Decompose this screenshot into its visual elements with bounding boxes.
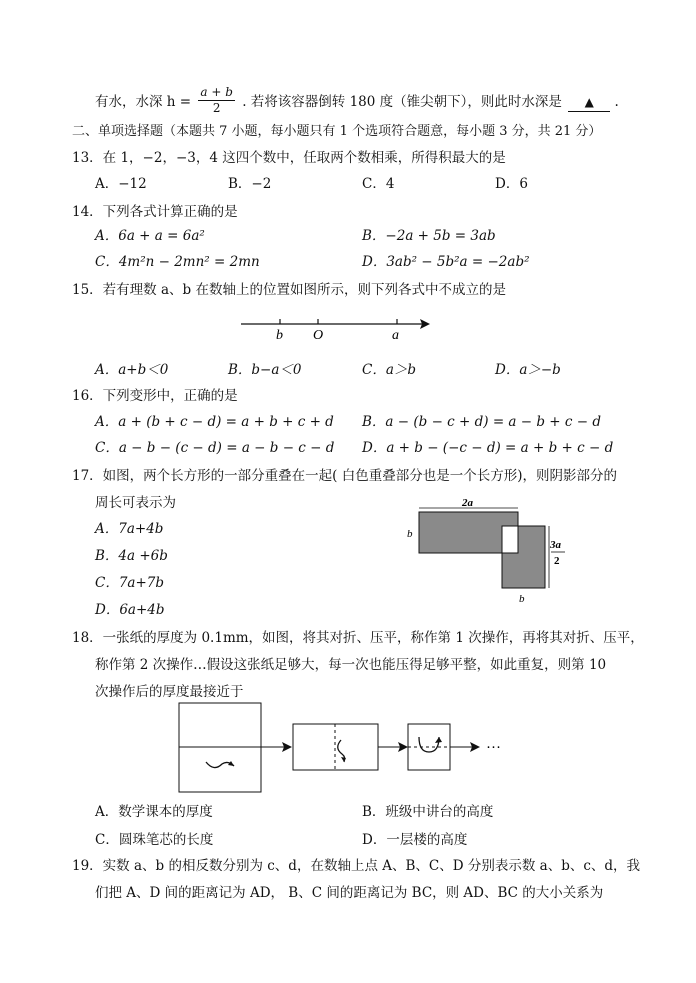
- fold-curve-icon-3: [419, 737, 439, 752]
- q18-option-c: C．圆珠笔芯的长度: [95, 832, 214, 848]
- q19-stem-line1: 19．实数 a、b 的相反数分别为 c、d，在数轴上点 A、B、C、D 分别表示数 a、b、c、d，我: [72, 858, 641, 874]
- label-b-bottom: b: [519, 593, 525, 605]
- q13-option-c: C．4: [362, 176, 395, 192]
- q14-option-d: D．3ab² − 5b²a = −2ab²: [362, 254, 530, 270]
- q18-stem-line3: 次操作后的厚度最接近于: [95, 684, 244, 700]
- q15-option-c: C．a＞b: [362, 362, 417, 378]
- label-b-left: b: [407, 528, 413, 540]
- q14-option-b: B．−2a + 5b = 3ab: [362, 228, 496, 244]
- fraction-denominator: 2: [212, 101, 221, 115]
- q15-option-d: D．a＞−b: [495, 362, 561, 378]
- q15-option-a: A．a+b＜0: [95, 362, 169, 378]
- label-2: 2: [554, 555, 560, 567]
- axis-label-b: b: [276, 328, 283, 343]
- q17-stem-line1: 17．如图，两个长方形的一部分重叠在一起( 白色重叠部分也是一个长方形)，则阴影部分的: [72, 468, 618, 484]
- q14-option-c: C．4m²n − 2mn² = 2mn: [95, 254, 260, 270]
- q13-option-d: D．6: [495, 176, 528, 192]
- q16-stem: 16．下列变形中，正确的是: [72, 388, 238, 404]
- q13-stem: 13．在 1，−2，−3，4 这四个数中，任取两个数相乘，所得积最大的是: [72, 150, 506, 166]
- answer-blank: [568, 93, 610, 112]
- overlapping-rectangles-figure: [404, 496, 574, 608]
- q14-option-a: A．6a + a = 6a²: [95, 228, 205, 244]
- q16-option-d: D．a + b − (−c − d) = a + b + c − d: [362, 440, 614, 456]
- triangle-mark: ▲: [584, 95, 594, 109]
- q16-option-b: B．a − (b − c + d) = a − b + c − d: [362, 414, 601, 430]
- label-3a: 3a: [550, 539, 561, 551]
- q12-prefix: 有水，水深 h =: [95, 94, 192, 110]
- q13-option-b: B．−2: [228, 176, 272, 192]
- section-heading: 二、单项选择题（本题共 7 小题，每小题只有 1 个选项符合题意，每小题 3 分，共 21 分）: [72, 124, 602, 139]
- q13-option-a: A．−12: [95, 176, 147, 192]
- q16-option-c: C．a − b − (c − d) = a − b − c − d: [95, 440, 335, 456]
- q17-option-c: C．7a+7b: [95, 575, 165, 591]
- q18-option-a: A．数学课本的厚度: [95, 804, 213, 820]
- fraction-numerator: a + b: [200, 85, 233, 99]
- q18-option-d: D．一层楼的高度: [362, 832, 468, 848]
- paper-folding-figure: [176, 702, 536, 798]
- q18-option-b: B．班级中讲台的高度: [362, 804, 494, 820]
- q17-option-d: D．6a+4b: [95, 602, 165, 618]
- q12-suffix: . 若将该容器倒转 180 度（锥尖朝下），则此时水深是: [242, 94, 562, 110]
- number-line-figure: [238, 313, 438, 343]
- q12-end: .: [614, 94, 619, 110]
- label-2a: 2a: [462, 497, 473, 509]
- q12-fraction: [198, 85, 235, 116]
- q18-stem-line1: 18．一张纸的厚度为 0.1mm，如图，将其对折、压平，称作第 1 次操作，再将其对折、压平，: [72, 630, 644, 646]
- q15-stem: 15．若有理数 a、b 在数轴上的位置如图所示，则下列各式中不成立的是: [72, 282, 506, 298]
- q14-stem: 14．下列各式计算正确的是: [72, 204, 238, 220]
- q19-stem-line2: 们把 A、D 间的距离记为 AD， B、C 间的距离记为 BC，则 AD、BC 的大小关系为: [95, 885, 604, 901]
- q12-continuation: [95, 87, 619, 118]
- overlap-white-rect: [502, 526, 518, 553]
- q18-stem-line2: 称作第 2 次操作…假设这张纸足够大，每一次也能压得足够平整，如此重复，则第 10: [95, 657, 607, 673]
- q16-option-a: A．a + (b + c − d) = a + b + c + d: [95, 414, 334, 430]
- q15-option-b: B．b−a＜0: [228, 362, 302, 378]
- axis-label-o: O: [313, 328, 324, 343]
- q17-option-a: A．7a+4b: [95, 521, 164, 537]
- axis-label-a: a: [392, 328, 399, 343]
- q17-stem-line2: 周长可表示为: [95, 495, 176, 511]
- continuation-ellipsis: ···: [486, 740, 501, 756]
- q17-option-b: B．4a +6b: [95, 548, 168, 564]
